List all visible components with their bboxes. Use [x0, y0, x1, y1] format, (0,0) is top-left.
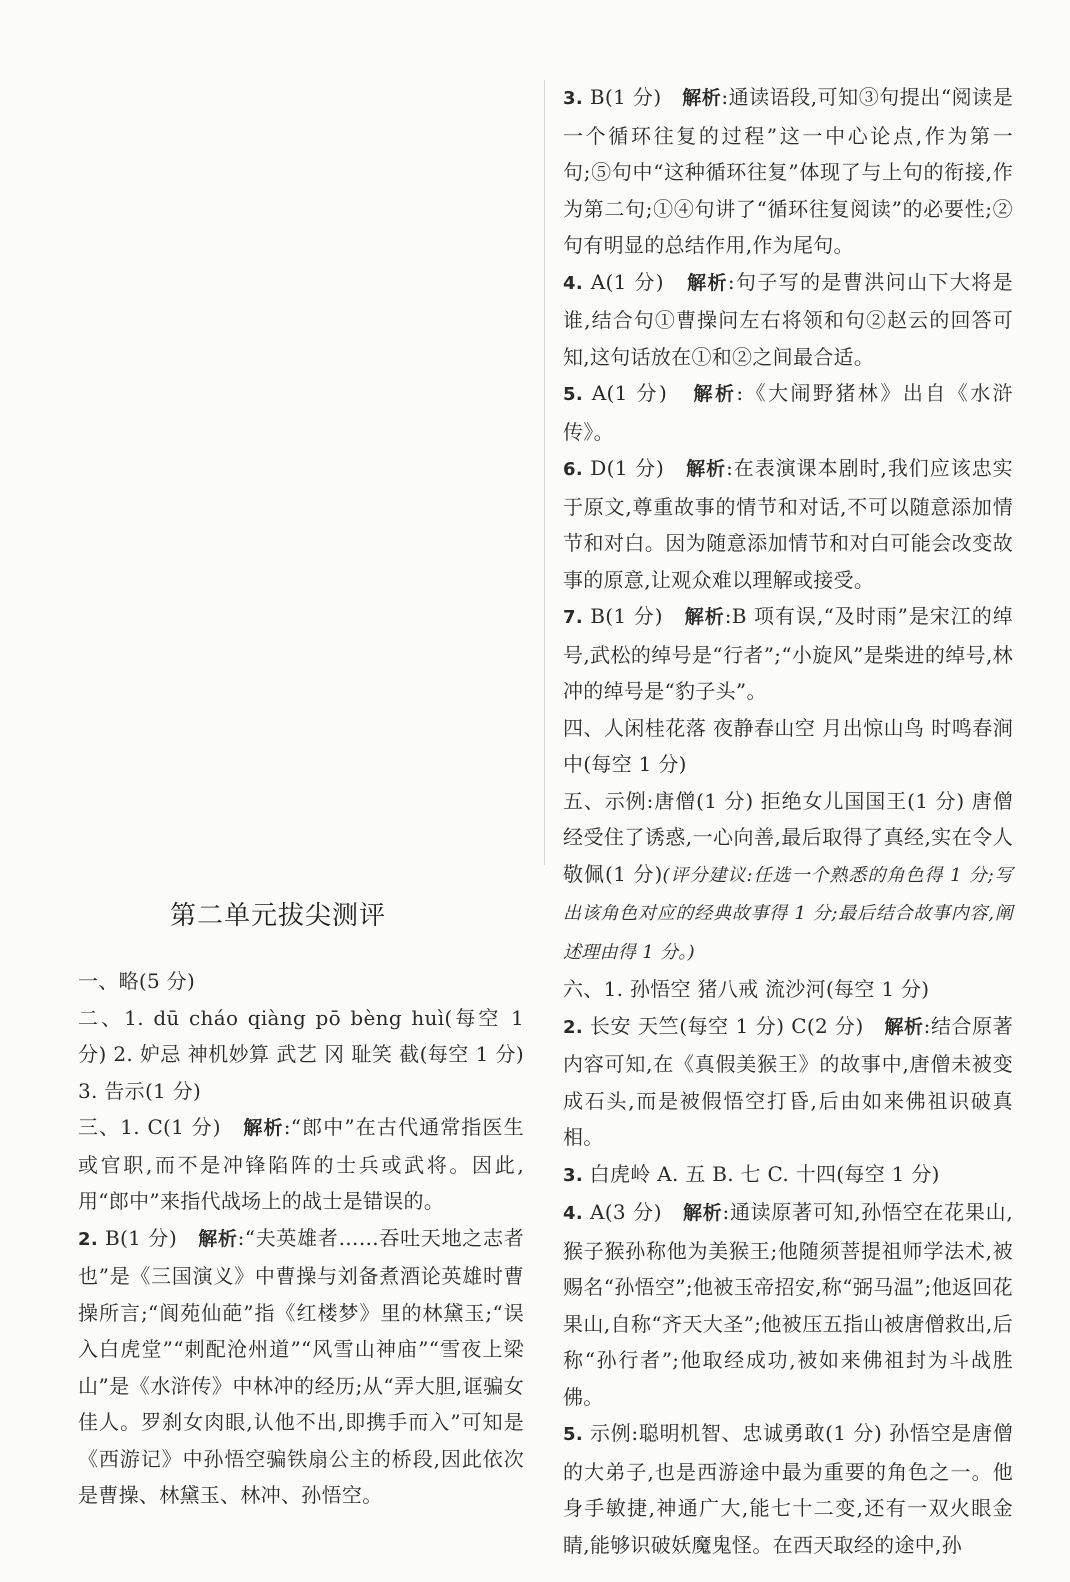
scoring-note: (评分建议:任选一个熟悉的角色得 1 分;写出该角色对应的经典故事得 1 分;最后结合故事内容,阐述理由得 1 分。)	[563, 864, 1013, 963]
section-6-item-2: 2. 长安 天竺(每空 1 分) C(2 分) 解析:结合原著内容可知,在《真假美猴王》的故事中,唐僧未被变成石头,而是被假悟空打昏,后由如来佛祖识破真相。	[563, 1013, 1013, 1149]
section-6-item-4: 4. A(3 分) 解析:通读原著可知,孙悟空在花果山,猴子猴孙称他为美猴王;他随须菩提祖师学法术,被赐名“孙悟空”;他被玉帝招安,称“弼马温”;他返回花果山,自称“齐天大圣”;他被压五指山被唐僧救出,后称“孙行者”;他取经成功,被如来佛祖封为斗战胜佛。	[563, 1200, 1013, 1409]
answer-item-3: 3. B(1 分) 解析:通读语段,可知③句提出“阅读是一个循环往复的过程”这一中心论点,作为第一句;⑤句中“这种循环往复”体现了与上句的衔接,作为第二句;①④句讲了“循环往复阅读”的必要性;②句有明显的总结作用,作为尾句。	[563, 85, 1013, 257]
column-divider	[544, 80, 545, 865]
section-6-item-3: 3. 白虎岭 A. 五 B. 七 C. 十四(每空 1 分)	[563, 1161, 940, 1186]
answer-item-5: 5. A(1 分) 解析:《大闹野猪林》出自《水浒传》。	[563, 381, 1013, 444]
answer-item-7: 7. B(1 分) 解析:B 项有误,“及时雨”是宋江的绰号,武松的绰号是“行者”;“小旋风”是柴进的绰号,林冲的绰号是“豹子头”。	[563, 604, 1013, 703]
section-5: 五、示例:唐僧(1 分) 拒绝女儿国国王(1 分) 唐僧经受住了诱惑,一心向善,最后取得了真经,实在令人敬佩(1 分)(评分建议:任选一个熟悉的角色得 1 分;写出该角色对应的经典故事得 1 分;最后结合故事内容,阐述理由得 1 分。)	[563, 788, 1013, 963]
section-3-item-1: 三、1. C(1 分) 解析:“郎中”在古代通常指医生或官职,而不是冲锋陷阵的士兵或武将。因此,用“郎中”来指代战场上的战士是错误的。	[78, 1115, 524, 1213]
section-4: 四、人闲桂花落 夜静春山空 月出惊山鸟 时鸣春涧中(每空 1 分)	[563, 715, 1013, 776]
section-6-item-1: 六、1. 孙悟空 猪八戒 流沙河(每空 1 分)	[563, 977, 930, 1001]
answer-item-4: 4. A(1 分) 解析:句子写的是曹洪问山下大将是谁,结合句①曹操问左右将领和句②赵云的回答可知,这句话放在①和②之间最合适。	[563, 269, 1013, 369]
answer-item-6: 6. D(1 分) 解析:在表演课本剧时,我们应该忠实于原文,尊重故事的情节和对话,不可以随意添加情节和对白。因为随意添加情节和对白可能会改变故事的原意,让观众难以理解或接受。	[563, 456, 1013, 592]
left-column	[78, 963, 524, 1514]
section-6-item-5: 5. 示例:聪明机智、忠诚勇敢(1 分) 孙悟空是唐僧的大弟子,也是西游途中最为重要的角色之一。他身手敏捷,神通广大,能七十二变,还有一双火眼金睛,能够识破妖魔鬼怪。在西天取经的途中,孙	[563, 1421, 1013, 1557]
section-2: 二、1. dū cháo qiàng pō bèng huì(每空 1 分) 2. 妒忌 神机妙算 武艺 冈 耻笑 截(每空 1 分) 3. 告示(1 分)	[78, 1005, 524, 1103]
right-column	[563, 79, 1013, 1563]
unit-title: 第二单元拔尖测评	[169, 901, 386, 931]
section-3-item-2: 2. B(1 分) 解析:“夫英雄者……吞吐天地之志者也”是《三国演义》中曹操与刘备煮酒论英雄时曹操所言;“阆苑仙葩”指《红楼梦》里的林黛玉;“误入白虎堂”“刺配沧州道”“风雪山神庙”“雪夜上梁山”是《水浒传》中林冲的经历;从“弄大胆,诓骗女佳人。罗刹女肉眼,认他不出,即携手而入”可知是《西游记》中孙悟空骗铁扇公主的桥段,因此依次是曹操、林黛玉、林冲、孙悟空。	[78, 1225, 525, 1507]
section-1: 一、略(5 分)	[78, 969, 196, 993]
